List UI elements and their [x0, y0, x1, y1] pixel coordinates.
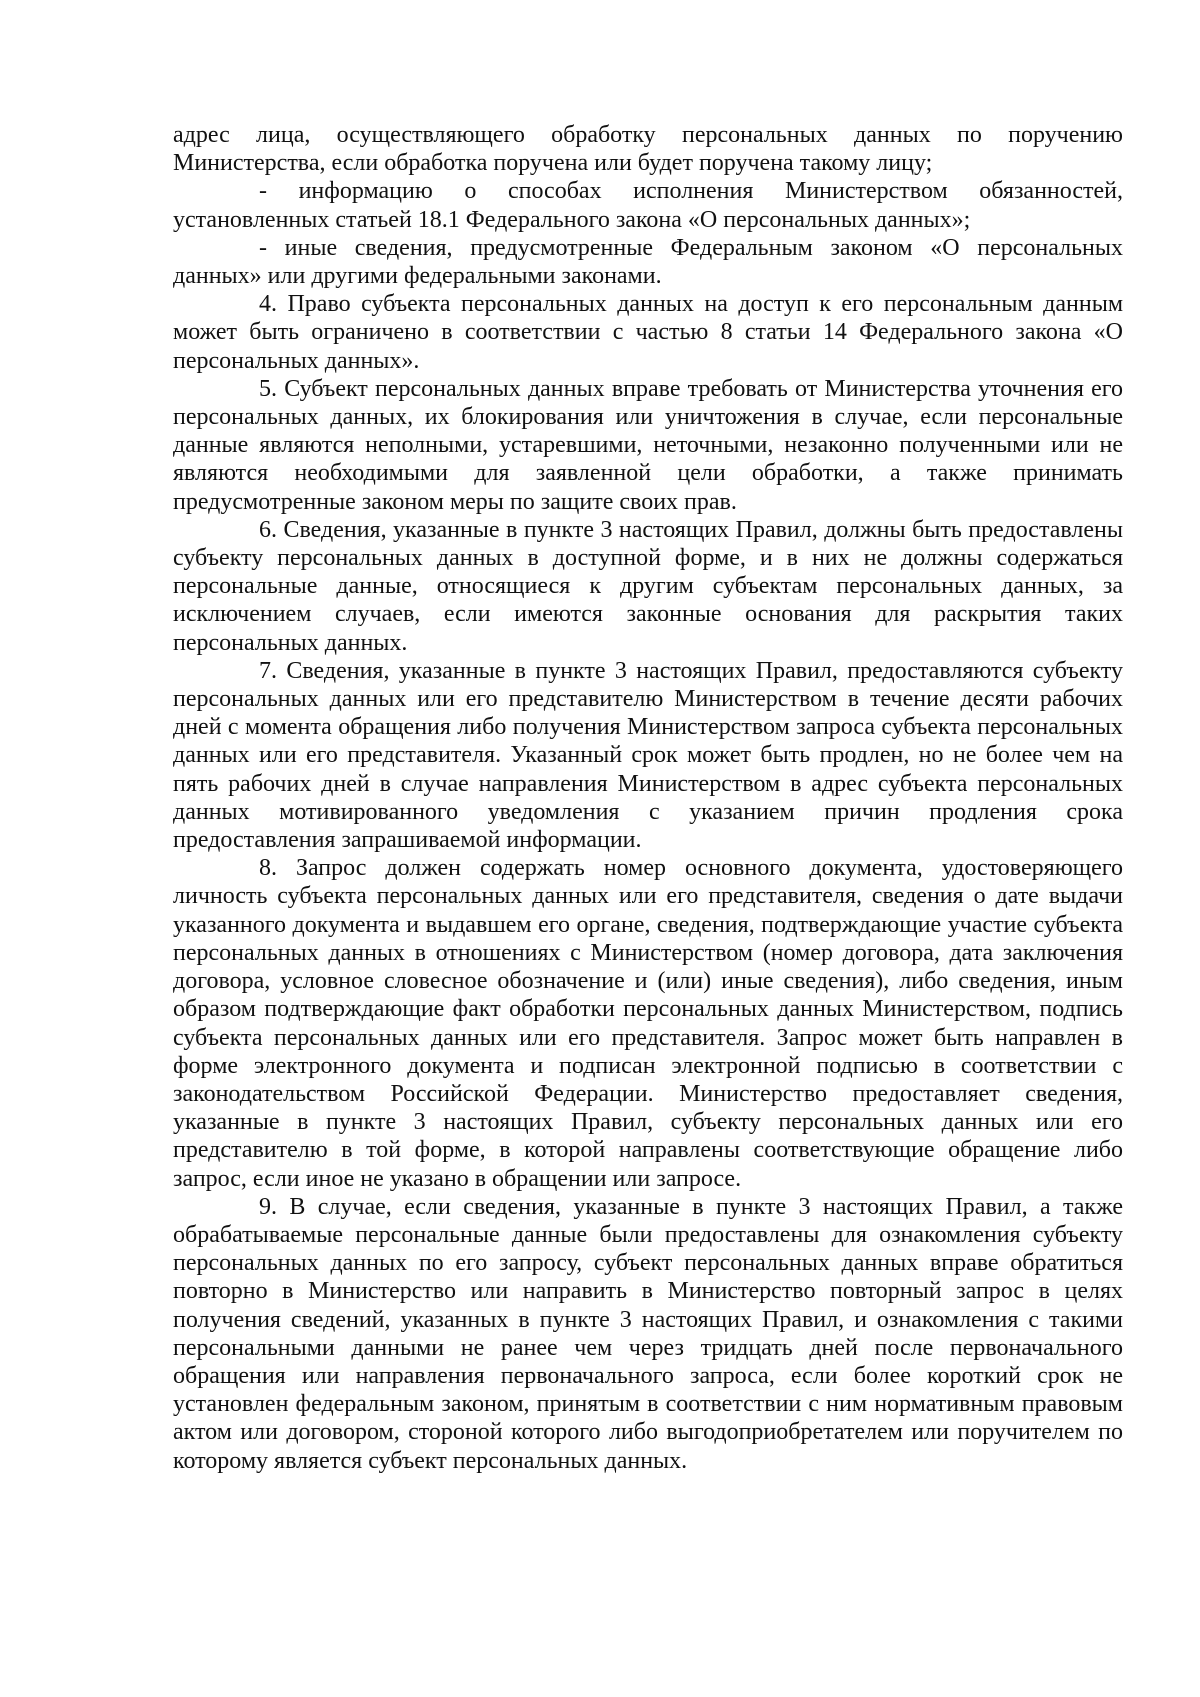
- paragraph-clause-4: 4. Право субъекта персональных данных на доступ к его персональным данным может быть ограничено в соответствии с частью 8 статьи 14 Федерального закона «О персональных данных».: [173, 291, 1123, 374]
- paragraph-clause-6: 6. Сведения, указанные в пункте 3 настоящих Правил, должны быть предоставлены субъекту персональных данных в доступной форме, и в них не должны содержаться персональные данные, относящиеся к другим субъектам персональных данных, за исключением случаев, если имеются законные основания для раскрытия таких персональных данных.: [173, 516, 1123, 656]
- paragraph-clause-9: 9. В случае, если сведения, указанные в пункте 3 настоящих Правил, а также обрабатываемые персональные данные были предоставлены для ознакомления субъекту персональных данных по его запросу, субъект персональных данных вправе обратиться повторно в Министерство или направить в Министерство повторный запрос в целях получения сведений, указанных в пункте 3 настоящих Правил, и ознакомления с такими персональными данными не ранее чем через тридцать дней после первоначального обращения или направления первоначального запроса, если более короткий срок не установлен федеральным законом, принятым в соответствии с ним нормативным правовым актом или договором, стороной которого либо выгодоприобретателем или поручителем по которому является субъект персональных данных.: [173, 1193, 1123, 1474]
- document-body: [173, 121, 1123, 1475]
- paragraph-list-item-methods: - информацию о способах исполнения Министерством обязанностей, установленных статьей 18.1 Федерального закона «О персональных данных»;: [173, 178, 1123, 233]
- paragraph-continuation: адрес лица, осуществляющего обработку персональных данных по поручению Министерства, если обработка поручена или будет поручена такому лицу;: [173, 122, 1123, 177]
- paragraph-list-item-other-info: - иные сведения, предусмотренные Федеральным законом «О персональных данных» или другими федеральными законами.: [173, 234, 1123, 290]
- paragraph-clause-8: 8. Запрос должен содержать номер основного документа, удостоверяющего личность субъекта персональных данных или его представителя, сведения о дате выдачи указанного документа и выдавшем его органе, сведения, подтверждающие участие субъекта персональных данных в отношениях с Министерством (номер договора, дата заключения договора, условное словесное обозначение и (или) иные сведения), либо сведения, иным образом подтверждающие факт обработки персональных данных Министерством, подпись субъекта персональных данных или его представителя. Запрос может быть направлен в форме электронного документа и подписан электронной подписью в соответствии с законодательством Российской Федерации. Министерство предоставляет сведения, указанные в пункте 3 настоящих Правил, субъекту персональных данных или его представителю в той форме, в которой направлены соответствующие обращение либо запрос, если иное не указано в обращении или запросе.: [173, 855, 1123, 1192]
- paragraph-clause-5: 5. Субъект персональных данных вправе требовать от Министерства уточнения его персональных данных, их блокирования или уничтожения в случае, если персональные данные являются неполными, устаревшими, неточными, незаконно полученными или не являются необходимыми для заявленной цели обработки, а также принимать предусмотренные законом меры по защите своих прав.: [173, 375, 1123, 515]
- paragraph-clause-7: 7. Сведения, указанные в пункте 3 настоящих Правил, предоставляются субъекту персональных данных или его представителю Министерством в течение десяти рабочих дней с момента обращения либо получения Министерством запроса субъекта персональных данных или его представителя. Указанный срок может быть продлен, но не более чем на пять рабочих дней в случае направления Министерством в адрес субъекта персональных данных мотивированного уведомления с указанием причин продления срока предоставления запрашиваемой информации.: [173, 657, 1123, 854]
